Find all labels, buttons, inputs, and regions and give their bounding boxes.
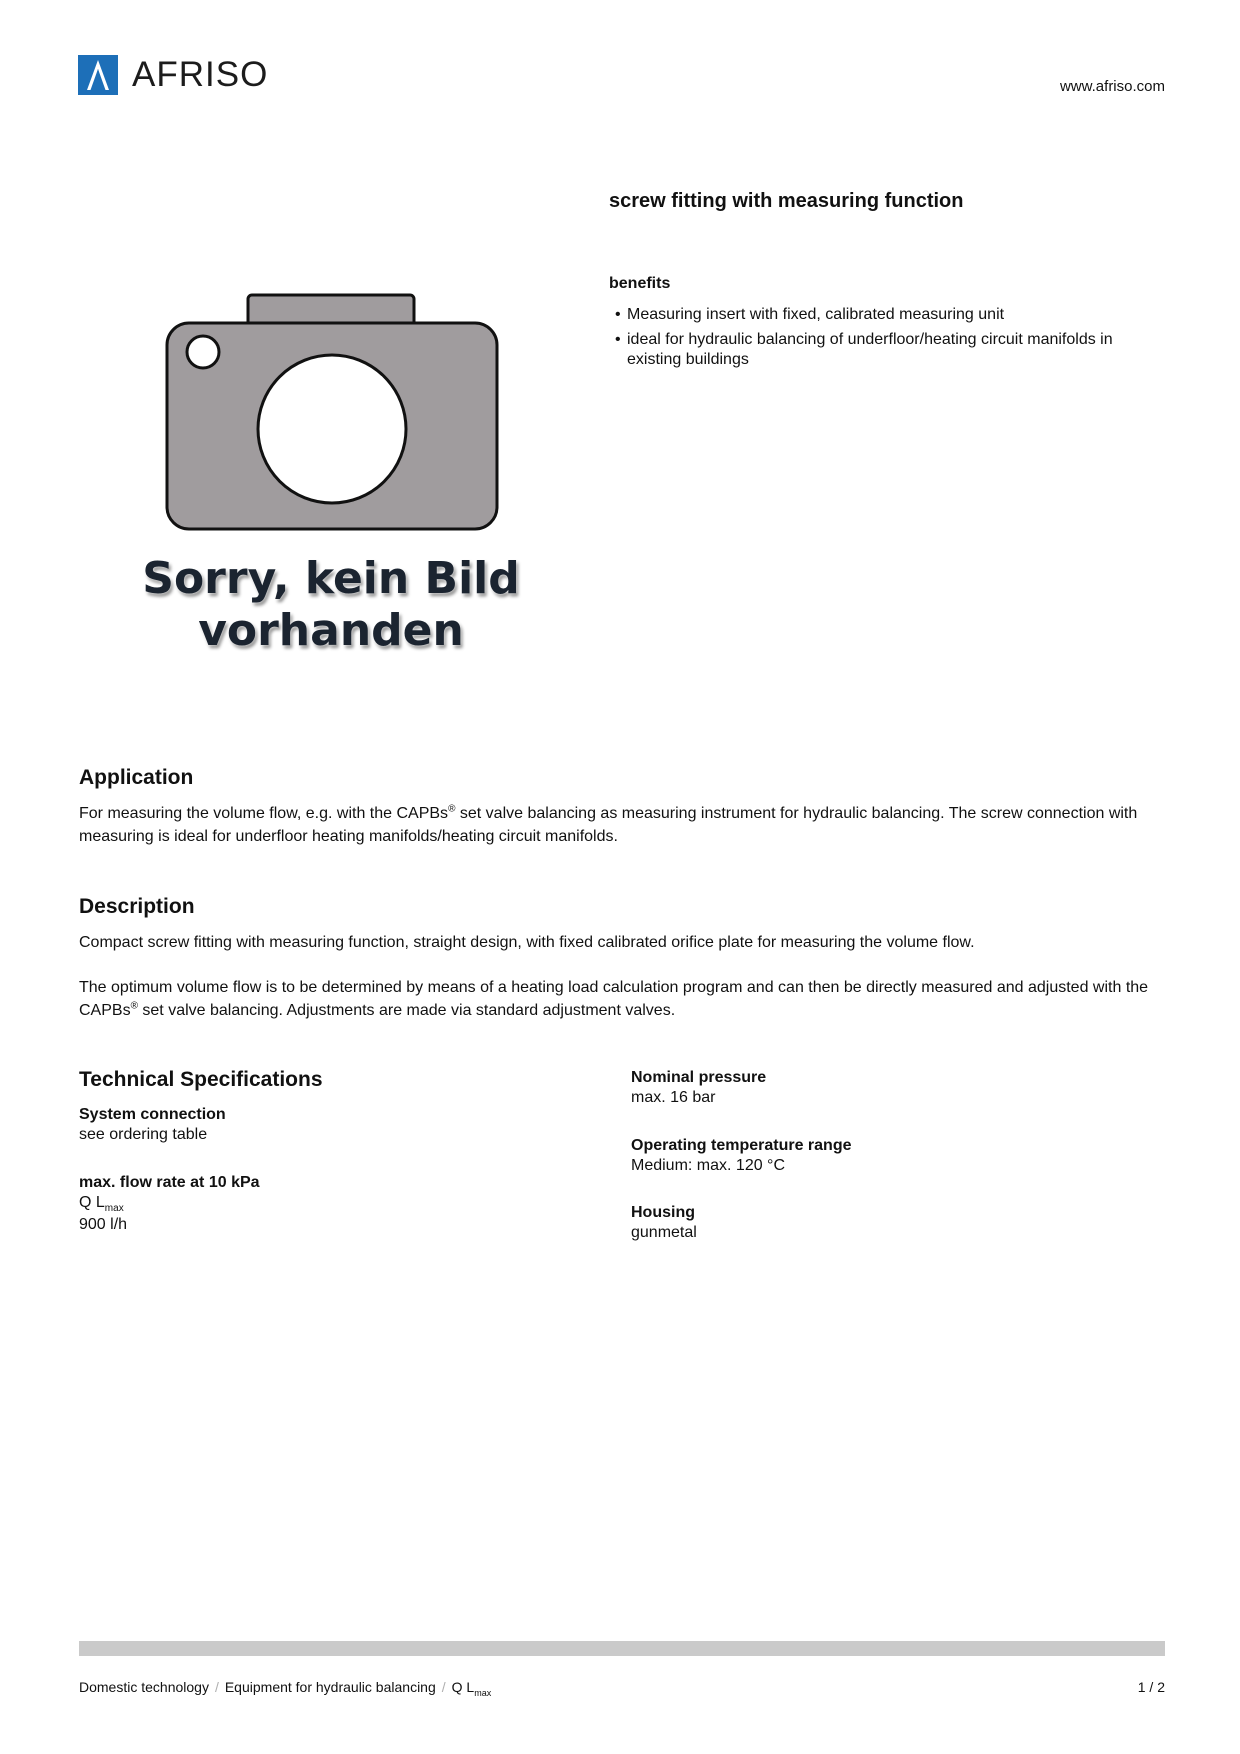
benefit-item: • Measuring insert with fixed, calibrated measuring unit [609, 305, 1169, 325]
no-image-line-1: Sorry, kein Bild [142, 553, 520, 604]
no-image-text [130, 553, 532, 657]
spec-label: Operating temperature range [631, 1137, 852, 1154]
spec-label: Housing [631, 1204, 695, 1221]
spec-max-flow [79, 1174, 260, 1236]
page-number: 1 / 2 [1137, 1679, 1165, 1695]
spec-value: see ordering table [79, 1126, 208, 1143]
spec-label: max. flow rate at 10 kPa [79, 1174, 260, 1191]
description-heading: Description [79, 895, 195, 918]
afriso-logo [78, 55, 268, 95]
description-paragraph-1: Compact screw fitting with measuring function, straight design, with fixed calibrated orifice plate for measuring the volume flow. [79, 934, 975, 951]
camera-placeholder-icon [165, 293, 499, 533]
footer-divider-bar [79, 1641, 1165, 1656]
description-paragraph-2: The optimum volume flow is to be determined by means of a heating load calculation program and can then be directly measured and adjusted with the CAPBs® set valve balancing. Adjustments are made via standard adjustment valves. [79, 979, 1149, 1019]
no-image-line-2: vorhanden [198, 605, 464, 656]
spec-q-lmax: Q $L_{max}$ [79, 1194, 124, 1215]
breadcrumb-item-domestic-technology[interactable]: Domestic technology [79, 1679, 209, 1695]
spec-value: 900 l/h [79, 1216, 128, 1233]
product-title: screw fitting with measuring function [609, 190, 964, 212]
application-text: For measuring the volume flow, e.g. with the CAPBs® set valve balancing as measuring instrument for hydraulic balancing. The screw connection with measuring is ideal for underfloor heating manifolds/heating circuit manifolds. [79, 803, 1138, 845]
breadcrumb-separator: / [214, 1679, 219, 1695]
breadcrumb-separator: / [441, 1679, 446, 1695]
application-heading: Application [79, 766, 194, 789]
spec-value: max. 16 bar [631, 1089, 716, 1106]
tech-specs-heading: Technical Specifications [79, 1068, 323, 1091]
spec-operating-temp [631, 1137, 852, 1177]
spec-label: Nominal pressure [631, 1069, 767, 1086]
breadcrumb-item-current: Q $L_{max}$ [451, 1679, 492, 1698]
breadcrumb [79, 1679, 492, 1698]
spec-value: gunmetal [631, 1224, 697, 1241]
afriso-logo-icon [78, 55, 118, 95]
spec-housing [631, 1204, 697, 1244]
spec-label: System connection [79, 1106, 226, 1123]
website-link[interactable]: www.afriso.com [1059, 78, 1165, 95]
breadcrumb-item-hydraulic-balancing[interactable]: Equipment for hydraulic balancing [224, 1679, 436, 1695]
benefit-item: • ideal for hydraulic balancing of underfloor/heating circuit manifolds in existing buildings [609, 330, 1169, 370]
spec-nominal-pressure [631, 1069, 766, 1109]
brand-name: AFRISO [132, 55, 269, 94]
spec-system-connection [79, 1106, 226, 1146]
benefits-list [609, 305, 1169, 375]
spec-value: Medium: max. 120 °C [631, 1157, 786, 1174]
benefits-heading: benefits [609, 275, 671, 292]
